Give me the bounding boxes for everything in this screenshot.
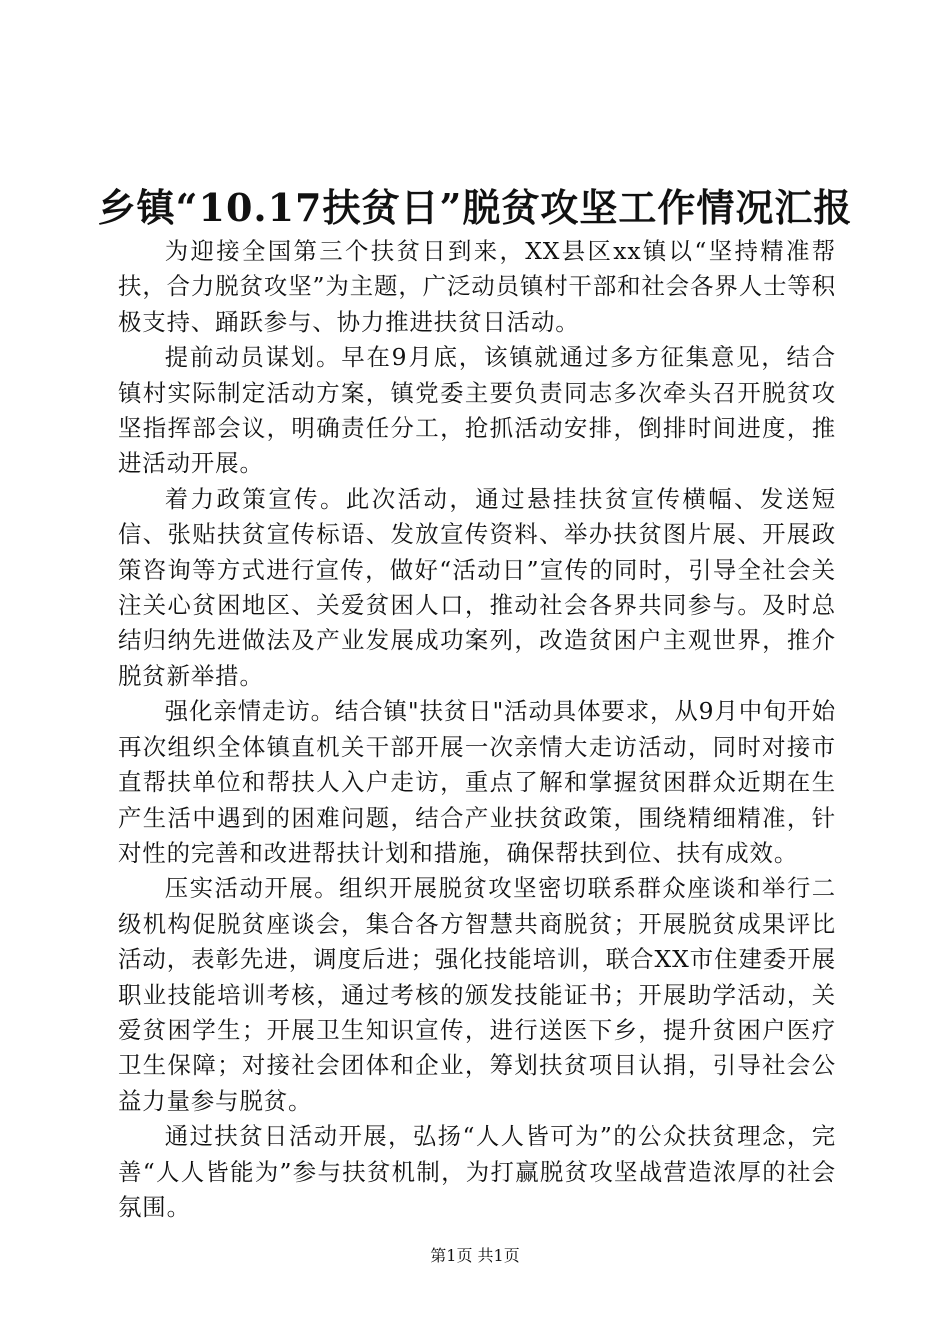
document-body bbox=[118, 234, 836, 1225]
page-footer: 第1页 共1页 bbox=[430, 1246, 520, 1265]
paragraph-activities: 压实活动开展。组织开展脱贫攻坚密切联系群众座谈和举行二级机构促脱贫座谈会，集合各方智慧共商脱贫；开展脱贫成果评比活动，表彰先进，调度后进；强化技能培训，联合XX市住建委开展职业技能培训考核，通过考核的颁发技能证书；开展助学活动，关爱贫困学生；开展卫生知识宣传，进行送医下乡，提升贫困户医疗卫生保障；对接社会团体和企业，筹划扶贫项目认捐，引导社会公益力量参与脱贫。 bbox=[118, 874, 836, 1115]
document-title: 乡镇“10.17扶贫日”脱贫攻坚工作情况汇报 bbox=[97, 185, 853, 230]
paragraph-policy-publicity: 着力政策宣传。此次活动，通过悬挂扶贫宣传横幅、发送短信、张贴扶贫宣传标语、发放宣传资料、举办扶贫图片展、开展政策咨询等方式进行宣传，做好“活动日”宣传的同时，引导全社会关注关心贫困地区、关爱贫困人口，推动社会各界共同参与。及时总结归纳先进做法及产业发展成功案列，改造贫困户主观世界，推介脱贫新举措。 bbox=[118, 484, 836, 690]
paragraph-intro: 为迎接全国第三个扶贫日到来，XX县区xx镇以“坚持精准帮扶，合力脱贫攻坚”为主题，广泛动员镇村干部和社会各界人士等积极支持、踊跃参与、协力推进扶贫日活动。 bbox=[118, 237, 836, 336]
paragraph-mobilization: 提前动员谋划。早在9月底，该镇就通过多方征集意见，结合镇村实际制定活动方案，镇党委主要负责同志多次牵头召开脱贫攻坚指挥部会议，明确责任分工，抢抓活动安排，倒排时间进度，推进活动开展。 bbox=[118, 343, 836, 478]
paragraph-conclusion: 通过扶贫日活动开展，弘扬“人人皆可为”的公众扶贫理念，完善“人人皆能为”参与扶贫机制，为打赢脱贫攻坚战营造浓厚的社会氛围。 bbox=[118, 1122, 836, 1221]
paragraph-visits: 强化亲情走访。结合镇"扶贫日"活动具体要求，从9月中旬开始再次组织全体镇直机关干部开展一次亲情大走访活动，同时对接市直帮扶单位和帮扶人入户走访，重点了解和掌握贫困群众近期在生产生活中遇到的困难问题，结合产业扶贫政策，围绕精细精准，针对性的完善和改进帮扶计划和措施，确保帮扶到位、扶有成效。 bbox=[118, 697, 836, 867]
